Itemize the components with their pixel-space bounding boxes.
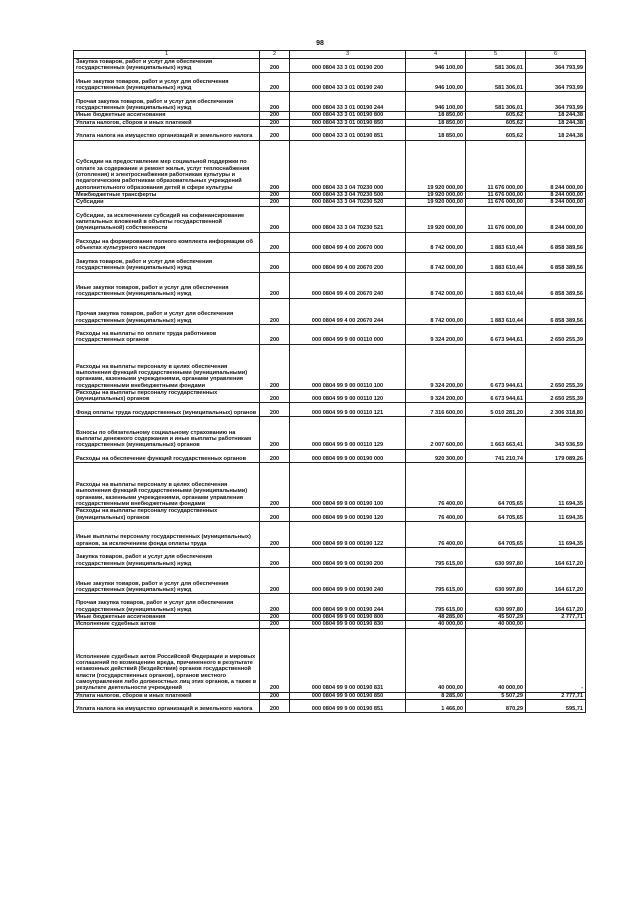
row-executed-cell: 6 673 944,61 [466,344,526,389]
row-code-cell: 200 [260,126,290,140]
row-name-cell: Субсидии [74,199,260,206]
row-code-cell: 200 [260,692,290,699]
row-approved-cell: 2 007 600,00 [406,417,466,450]
row-executed-cell: 5 010 281,20 [466,403,526,417]
row-unexecuted-cell: 364 793,99 [526,59,586,73]
table-row [74,628,586,692]
row-unexecuted-cell: - [526,628,586,692]
row-name-cell: Субсидии, за исключением субсидий на софинансирование капитальных вложений в объекты государственной (муниципальной) собственности [74,206,260,232]
table-row [74,417,586,450]
row-approved-cell: 9 324 200,00 [406,324,466,344]
row-approved-cell: 8 742 000,00 [406,272,466,298]
row-name-cell: Расходы на выплаты персоналу в целях обеспечения выполнения функций государственными (муниципальными) органами, казенными учреждениями, органами управления государственными внебюджетными фондами [74,463,260,508]
row-name-cell: Межбюджетные трансферты [74,191,260,198]
row-classification-cell: 000 0804 99 9 00 00110 129 [290,417,406,450]
row-code-cell: 200 [260,298,290,324]
row-executed-cell: 741 210,74 [466,449,526,463]
row-executed-cell: 1 883 610,44 [466,252,526,272]
row-unexecuted-cell: 6 858 389,56 [526,232,586,252]
row-unexecuted-cell: 164 617,20 [526,567,586,593]
row-approved-cell: 7 316 600,00 [406,403,466,417]
column-header: 3 [290,51,406,59]
table-row [74,594,586,614]
row-classification-cell: 000 0804 33 3 04 70230 520 [290,199,406,206]
table-row [74,191,586,198]
row-name-cell: Иные закупки товаров, работ и услуг для обеспечения государственных (муниципальных) нужд [74,567,260,593]
table-row [74,59,586,73]
column-header: 6 [526,51,586,59]
row-code-cell: 200 [260,621,290,628]
table-row [74,206,586,232]
row-unexecuted-cell: 164 617,20 [526,594,586,614]
row-executed-cell: 605,62 [466,112,526,119]
table-row [74,272,586,298]
row-code-cell: 200 [260,548,290,568]
row-name-cell: Закупка товаров, работ и услуг для обеспечения государственных (муниципальных) нужд [74,59,260,73]
table-row [74,508,586,522]
row-executed-cell: 1 883 610,44 [466,298,526,324]
row-name-cell: Расходы на выплаты по оплате труда работников государственных органов [74,324,260,344]
row-code-cell: 200 [260,463,290,508]
row-classification-cell: 000 0804 99 9 00 00110 000 [290,324,406,344]
row-classification-cell: 000 0804 33 3 04 70230 000 [290,140,406,191]
row-unexecuted-cell: 343 936,59 [526,417,586,450]
row-name-cell: Прочая закупка товаров, работ и услуг для обеспечения государственных (муниципальных) нужд [74,298,260,324]
row-executed-cell: 45 507,29 [466,614,526,621]
column-header: 4 [406,51,466,59]
row-code-cell: 200 [260,140,290,191]
row-approved-cell: 76 400,00 [406,508,466,522]
row-name-cell: Исполнение судебных актов Российской Федерации и мировых соглашений по возмещению вреда, причиненного в результате незаконных действий (бездействия) органов государственной власти (государственных органов), органов местного самоуправления либо должностных лиц этих органов, а также в результате деятельности учреждений [74,628,260,692]
row-classification-cell: 000 0804 99 9 00 00190 850 [290,692,406,699]
row-approved-cell: 9 324 200,00 [406,344,466,389]
row-unexecuted-cell: 2 650 255,39 [526,324,586,344]
row-classification-cell: 000 0804 99 9 00 00190 100 [290,463,406,508]
row-code-cell: 200 [260,324,290,344]
table-row [74,126,586,140]
row-approved-cell: 19 920 000,00 [406,199,466,206]
table-row [74,199,586,206]
row-executed-cell: 1 883 610,44 [466,272,526,298]
row-code-cell: 200 [260,59,290,73]
header-row [74,51,586,59]
row-unexecuted-cell: 2 306 318,80 [526,403,586,417]
row-unexecuted-cell: 2 777,71 [526,692,586,699]
row-executed-cell: 630 997,80 [466,567,526,593]
row-code-cell: 200 [260,699,290,713]
row-executed-cell: 40 000,00 [466,621,526,628]
row-approved-cell: 8 742 000,00 [406,232,466,252]
row-unexecuted-cell: 8 244 000,00 [526,206,586,232]
row-unexecuted-cell: 6 858 389,56 [526,298,586,324]
row-name-cell: Прочая закупка товаров, работ и услуг для обеспечения государственных (муниципальных) нужд [74,92,260,112]
row-name-cell: Иные закупки товаров, работ и услуг для обеспечения государственных (муниципальных) нужд [74,72,260,92]
row-classification-cell: 000 0804 33 3 01 00190 851 [290,126,406,140]
table-row [74,389,586,403]
row-executed-cell: 5 507,29 [466,692,526,699]
row-executed-cell: 605,62 [466,119,526,126]
row-unexecuted-cell: 179 089,26 [526,449,586,463]
row-approved-cell: 8 742 000,00 [406,298,466,324]
row-classification-cell: 000 0804 99 9 00 00190 120 [290,508,406,522]
row-executed-cell: 630 997,80 [466,594,526,614]
row-approved-cell: 76 400,00 [406,521,466,547]
row-name-cell: Уплата налога на имущество организаций и земельного налога [74,699,260,713]
table-row [74,449,586,463]
row-classification-cell: 000 0804 33 3 04 70230 521 [290,206,406,232]
table-row [74,344,586,389]
row-unexecuted-cell: 595,71 [526,699,586,713]
row-unexecuted-cell: 18 244,38 [526,112,586,119]
row-unexecuted-cell: 364 793,99 [526,72,586,92]
table-row [74,699,586,713]
row-approved-cell: 920 300,00 [406,449,466,463]
row-executed-cell: 605,62 [466,126,526,140]
row-approved-cell: 76 400,00 [406,463,466,508]
row-code-cell: 200 [260,417,290,450]
row-approved-cell: 1 466,00 [406,699,466,713]
row-classification-cell: 000 0804 99 9 00 00190 831 [290,628,406,692]
row-name-cell: Прочая закупка товаров, работ и услуг для обеспечения государственных (муниципальных) нужд [74,594,260,614]
table-row [74,548,586,568]
row-name-cell: Субсидии на предоставление мер социальной поддержки по оплате за содержание и ремонт жилья, услуг теплоснабжения (отопления) и электроснабжения работникам культуры и педагогическим работникам образовательных учреждений дополнительного образования детей в сфере культуры [74,140,260,191]
row-executed-cell: 870,29 [466,699,526,713]
row-classification-cell: 000 0804 99 4 00 20670 000 [290,232,406,252]
row-approved-cell: 9 324 200,00 [406,389,466,403]
row-classification-cell: 000 0804 99 9 00 00190 244 [290,594,406,614]
row-classification-cell: 000 0804 33 3 01 00190 244 [290,92,406,112]
row-classification-cell: 000 0804 99 9 00 00110 120 [290,389,406,403]
row-name-cell: Уплата налога на имущество организаций и земельного налога [74,126,260,140]
row-code-cell: 200 [260,567,290,593]
row-code-cell: 200 [260,92,290,112]
row-name-cell: Закупка товаров, работ и услуг для обеспечения государственных (муниципальных) нужд [74,252,260,272]
row-executed-cell: 581 306,01 [466,72,526,92]
row-executed-cell: 6 673 944,61 [466,389,526,403]
row-name-cell: Закупка товаров, работ и услуг для обеспечения государственных (муниципальных) нужд [74,548,260,568]
table-row [74,463,586,508]
table-row [74,324,586,344]
row-classification-cell: 000 0804 33 3 01 00190 800 [290,112,406,119]
row-name-cell: Иные бюджетные ассигнования [74,614,260,621]
row-approved-cell: 19 920 000,00 [406,140,466,191]
row-code-cell: 200 [260,389,290,403]
row-code-cell: 200 [260,272,290,298]
row-name-cell: Иные бюджетные ассигнования [74,112,260,119]
row-code-cell: 200 [260,508,290,522]
row-unexecuted-cell: 11 694,35 [526,508,586,522]
row-approved-cell: 48 285,00 [406,614,466,621]
row-classification-cell: 000 0804 99 9 00 00190 851 [290,699,406,713]
row-name-cell: Расходы на выплаты персоналу государственных (муниципальных) органов [74,389,260,403]
row-code-cell: 200 [260,614,290,621]
row-executed-cell: 581 306,01 [466,92,526,112]
budget-table [73,50,586,713]
row-approved-cell: 946 100,00 [406,92,466,112]
row-classification-cell: 000 0804 99 9 00 00190 800 [290,614,406,621]
row-executed-cell: 64 705,65 [466,521,526,547]
table-row [74,621,586,628]
row-executed-cell: 1 663 663,41 [466,417,526,450]
row-classification-cell: 000 0804 33 3 01 00190 200 [290,59,406,73]
row-approved-cell: 18 850,00 [406,119,466,126]
row-classification-cell: 000 0804 99 9 00 00190 240 [290,567,406,593]
row-code-cell: 200 [260,344,290,389]
row-name-cell: Расходы на формирование полного комплекта информации об объектах культурного наследия [74,232,260,252]
row-classification-cell: 000 0804 33 3 04 70230 500 [290,191,406,198]
column-header: 1 [74,51,260,59]
row-code-cell: 200 [260,199,290,206]
row-approved-cell: 946 100,00 [406,59,466,73]
row-executed-cell: 11 676 000,00 [466,140,526,191]
row-unexecuted-cell: 2 777,71 [526,614,586,621]
row-unexecuted-cell: 364 793,99 [526,92,586,112]
row-approved-cell: 8 742 000,00 [406,252,466,272]
row-code-cell: 200 [260,232,290,252]
row-name-cell: Расходы на обеспечение функций государственных органов [74,449,260,463]
row-code-cell: 200 [260,449,290,463]
table-row [74,140,586,191]
row-unexecuted-cell: 18 244,38 [526,126,586,140]
row-unexecuted-cell: 2 650 255,39 [526,344,586,389]
row-approved-cell: 795 615,00 [406,594,466,614]
table-row [74,232,586,252]
row-code-cell: 200 [260,191,290,198]
row-classification-cell: 000 0804 99 4 00 20670 240 [290,272,406,298]
table-body [74,59,586,713]
row-code-cell: 200 [260,594,290,614]
row-executed-cell: 64 705,65 [466,463,526,508]
row-executed-cell: 6 673 944,61 [466,324,526,344]
page-number: 98 [316,40,324,47]
row-unexecuted-cell [526,621,586,628]
row-classification-cell: 000 0804 99 9 00 00190 830 [290,621,406,628]
row-classification-cell: 000 0804 99 9 00 00190 122 [290,521,406,547]
row-name-cell: Уплата налогов, сборов и иных платежей [74,119,260,126]
row-approved-cell: 40 000,00 [406,628,466,692]
row-code-cell: 200 [260,403,290,417]
row-unexecuted-cell: 2 650 255,39 [526,389,586,403]
table-row [74,692,586,699]
row-classification-cell: 000 0804 33 3 01 00190 240 [290,72,406,92]
row-approved-cell: 19 920 000,00 [406,206,466,232]
row-classification-cell: 000 0804 33 3 01 00190 850 [290,119,406,126]
row-executed-cell: 40 000,00 [466,628,526,692]
row-code-cell: 200 [260,521,290,547]
row-unexecuted-cell: 11 694,35 [526,463,586,508]
row-executed-cell: 11 676 000,00 [466,206,526,232]
row-executed-cell: 581 306,01 [466,59,526,73]
row-name-cell: Исполнение судебных актов [74,621,260,628]
row-name-cell: Иные выплаты персоналу государственных (муниципальных) органов, за исключением фонда оплаты труда [74,521,260,547]
row-name-cell: Расходы на выплаты персоналу государственных (муниципальных) органов [74,508,260,522]
row-unexecuted-cell: 8 244 000,00 [526,140,586,191]
row-classification-cell: 000 0804 99 9 00 00190 000 [290,449,406,463]
row-name-cell: Расходы на выплаты персоналу в целях обеспечения выполнения функций государственными (муниципальными) органами, казенными учреждениями, органами управления государственными внебюджетными фондами [74,344,260,389]
row-name-cell: Фонд оплаты труда государственных (муниципальных) органов [74,403,260,417]
row-executed-cell: 1 883 610,44 [466,232,526,252]
row-name-cell: Уплата налогов, сборов и иных платежей [74,692,260,699]
row-executed-cell: 11 676 000,00 [466,191,526,198]
row-executed-cell: 64 705,65 [466,508,526,522]
table-row [74,112,586,119]
row-code-cell: 200 [260,112,290,119]
row-code-cell: 200 [260,119,290,126]
table-row [74,567,586,593]
table-row [74,252,586,272]
row-classification-cell: 000 0804 99 9 00 00190 200 [290,548,406,568]
row-unexecuted-cell: 18 244,38 [526,119,586,126]
row-approved-cell: 18 850,00 [406,126,466,140]
table-row [74,403,586,417]
column-header: 2 [260,51,290,59]
row-approved-cell: 795 615,00 [406,548,466,568]
column-header: 5 [466,51,526,59]
row-code-cell: 200 [260,252,290,272]
row-name-cell: Иные закупки товаров, работ и услуг для обеспечения государственных (муниципальных) нужд [74,272,260,298]
row-approved-cell: 795 615,00 [406,567,466,593]
row-approved-cell: 946 100,00 [406,72,466,92]
row-classification-cell: 000 0804 99 4 00 20670 244 [290,298,406,324]
row-unexecuted-cell: 8 244 000,00 [526,191,586,198]
row-unexecuted-cell: 8 244 000,00 [526,199,586,206]
row-code-cell: 200 [260,628,290,692]
row-classification-cell: 000 0804 99 9 00 00110 100 [290,344,406,389]
table-row [74,92,586,112]
row-code-cell: 200 [260,72,290,92]
table-row [74,119,586,126]
row-approved-cell: 8 285,00 [406,692,466,699]
table-row [74,614,586,621]
table-row [74,72,586,92]
row-unexecuted-cell: 164 617,20 [526,548,586,568]
row-approved-cell: 40 000,00 [406,621,466,628]
row-executed-cell: 630 997,80 [466,548,526,568]
row-approved-cell: 18 850,00 [406,112,466,119]
row-name-cell: Взносы по обязательному социальному страхованию на выплаты денежного содержания и иные выплаты работникам государственных (муниципальных) органов [74,417,260,450]
row-unexecuted-cell: 11 694,35 [526,521,586,547]
row-code-cell: 200 [260,206,290,232]
row-classification-cell: 000 0804 99 9 00 00110 121 [290,403,406,417]
row-approved-cell: 19 920 000,00 [406,191,466,198]
table-row [74,298,586,324]
row-executed-cell: 11 676 000,00 [466,199,526,206]
row-unexecuted-cell: 6 858 389,56 [526,252,586,272]
row-unexecuted-cell: 6 858 389,56 [526,272,586,298]
table-row [74,521,586,547]
row-classification-cell: 000 0804 99 4 00 20670 200 [290,252,406,272]
